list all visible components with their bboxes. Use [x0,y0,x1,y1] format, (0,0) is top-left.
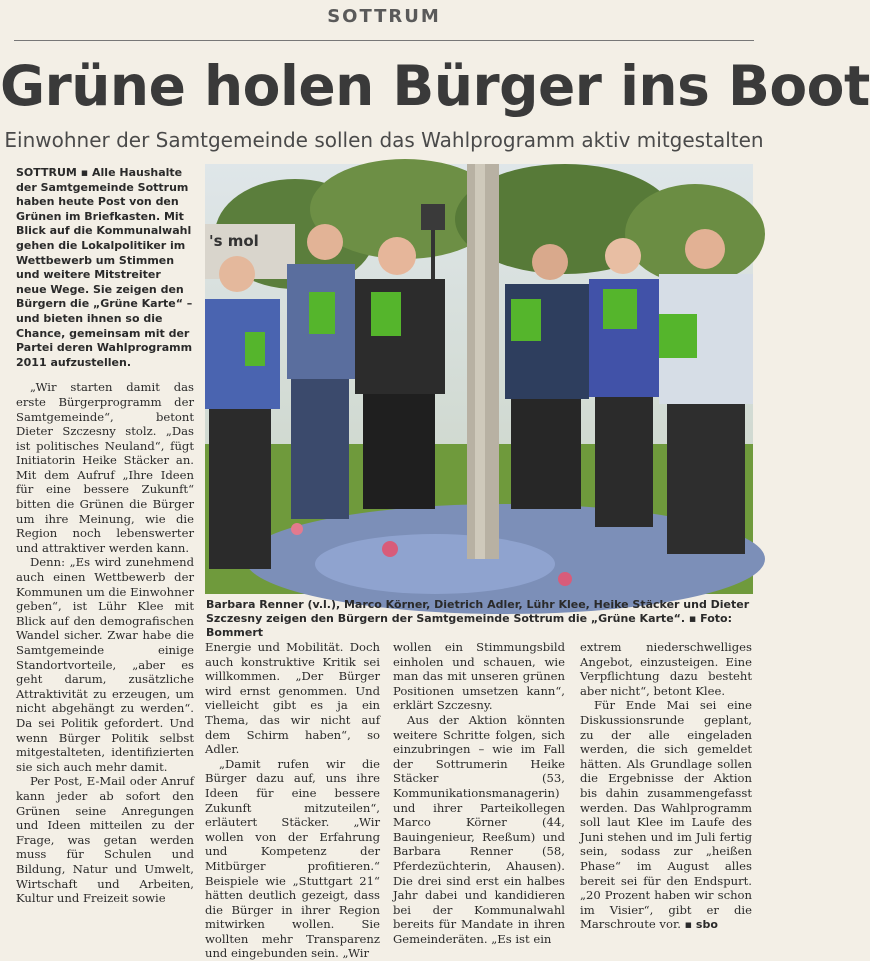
photo-caption: Barbara Renner (v.l.), Marco Körner, Dietrich Adler, Lühr Klee, Heike Stäcker und Dieter Szczesny zeigen den Bürgern der Samtgemeinde Sottrum die „Grüne Karte“. ▪ Foto: Bommert [206,598,750,639]
text-column-3 [393,640,565,946]
subheadline: Einwohner der Samtgemeinde sollen das Wahlprogramm aktiv mitgestalten [4,128,764,152]
body-paragraph: Denn: „Es wird zunehmend auch einen Wettbewerb der Kommunen um die Einwohner geben“, ist Lühr Klee mit Blick auf den demografischen Wandel sicher. Zwar habe die Samtgemeinde einige Standortvorteile, „aber es geht darum, zusätzliche Attraktivität zu erzeugen, um nicht abgehängt zu werden“. Da sei Politik gefordert. Und wenn Bürger Politik selbst mitgestalteten, identifizierten sie sich auch mehr damit. [16,555,194,774]
body-paragraph: Aus der Aktion könnten weitere Schritte folgen, sich einzubringen – wie im Fall der Sottrumerin Heike Stäcker (53, Kommunikationsmanagerin) und ihrer Parteikollegen Marco Körner (44, Bauingenieur, Reeßum) und Barbara Renner (58, Pferdezüchterin, Ahausen). Die drei sind erst ein halbes Jahr dabei und kandidieren bei der Kommunalwahl bereits für Mandate in ihren Gemeinderäten. „Es ist ein [393,712,565,946]
person-marco-koerner [287,224,355,519]
person-barbara-renner [205,256,280,569]
headline: Grüne holen Bürger ins Boot [0,54,870,118]
body-paragraph: „Wir starten damit das erste Bürgerprogramm der Samtgemeinde“, betont Dieter Szczesny stolz. „Das ist politisches Neuland“, fügt Initiatorin Heike Stäcker an. Mit dem Aufruf „Ihre Ideen für eine bessere Zukunft“ bitten die Grünen die Bürger um ihre Meinung, wie die Region noch lebenswerter und attraktiver werden kann. [16,380,194,555]
person-heike-staecker [589,238,661,527]
sign-text: 's mol [209,232,259,250]
text-column-1 [16,166,194,906]
lead-paragraph [16,166,194,370]
text-column-4 [580,640,752,933]
person-dieter-szczesny [659,229,753,554]
body-paragraph: wollen ein Stimmungsbild einholen und schauen, wie man das mit unseren grünen Positionen umsetzen kann“, erklärt Szczesny. [393,640,565,713]
author-mark: ▪ sbo [684,918,718,932]
dateline: SOTTRUM ▪ [16,166,89,179]
section-label: SOTTRUM [327,6,441,27]
body-paragraph: Energie und Mobilität. Doch auch konstruktive Kritik sei willkommen. „Der Bürger wird ernst genommen. Und vielleicht gibt es ja ein Thema, das wir nicht auf dem Schirm haben“, so Adler. [205,640,380,757]
body-paragraph [580,698,752,933]
closing-text: Für Ende Mai sei eine Diskussionsrunde geplant, zu der alle eingeladen werden, die sich gemeldet hätten. Als Grundlage sollen die Ergebnisse der Aktion bis dahin zusammengefasst werden. Das Wahlprogramm soll laut Klee im Laufe des Juni stehen und im Juli fertig sein, sodass zur „heißen Phase“ im August alles bereit sei für den Endspurt. „20 Prozent haben wir schon im Visier“, gibt er die Marschroute vor. [580,698,752,932]
body-paragraph: extrem niederschwelliges Angebot, einzusteigen. Eine Verpflichtung dazu besteht aber nicht“, betont Klee. [580,640,752,698]
article-photo [205,164,753,594]
text-column-2 [205,640,380,961]
header-divider [14,40,754,41]
body-paragraph: „Damit rufen wir die Bürger dazu auf, uns ihre Ideen für eine bessere Zukunft mitzuteilen“, erläutert Stäcker. „Wir wollen von der Erfahrung und Kompetenz der Mitbürger profitieren.“ Beispiele wie „Stuttgart 21“ hätten deutlich gezeigt, dass die Bürger in ihrer Region mitwirken wollen. Sie wollten mehr Transparenz und eingebunden sein. „Wir [205,756,380,961]
lead-text: Alle Haushalte der Samtgemeinde Sottrum haben heute Post von den Grünen im Briefkasten. Mit Blick auf die Kommunalwahl gehen die Lokalpolitiker im Wettbewerb um Stimmen und weitere Mitstreiter neue Wege. Sie zeigen den Bürgern die „Grüne Karte“ – und bieten ihnen so die Chance, gemeinsam mit der Partei deren Wahlprogramm 2011 aufzustellen. [16,166,193,369]
body-paragraph: Per Post, E-Mail oder Anruf kann jeder ab sofort den Grünen seine Anregungen und Ideen mitteilen zu der Frage, was getan werden muss für Schulen und Bildung, Natur und Umwelt, Wirtschaft und Arbeiten, Kultur und Freizeit sowie [16,774,194,906]
